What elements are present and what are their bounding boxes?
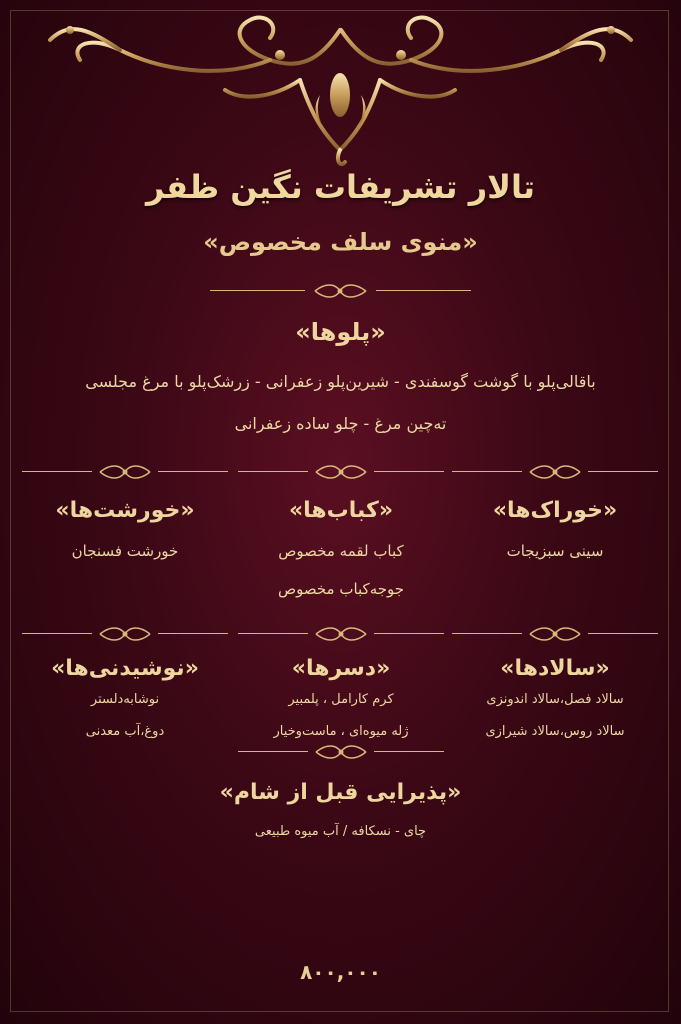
flourish-icon xyxy=(311,742,371,762)
divider xyxy=(22,462,228,482)
drinks-item: نوشابه‌دلستر xyxy=(90,692,160,707)
menu-subtitle: «منوی سلف مخصوص» xyxy=(203,228,478,256)
flourish-icon xyxy=(525,462,585,482)
appetizers-title: «خوراک‌ها» xyxy=(492,498,618,523)
flourish-icon xyxy=(311,624,371,644)
salads-item: سالاد فصل،سالاد اندونزی xyxy=(486,692,624,707)
appetizers-item: سینی سبزیجات xyxy=(506,542,604,560)
flourish-icon xyxy=(311,462,371,482)
reception-text: چای - نسکافه / آب میوه طبیعی xyxy=(254,824,427,839)
kebabs-item: کباب لقمه مخصوص xyxy=(278,542,404,560)
reception-title: «پذیرایی قبل از شام» xyxy=(219,780,462,805)
divider xyxy=(238,462,444,482)
desserts-item: ژله میوه‌ای ، ماست‌وخیار xyxy=(273,724,409,739)
drinks-title: «نوشیدنی‌ها» xyxy=(51,656,199,681)
kebabs-title: «کباب‌ها» xyxy=(288,498,394,523)
drinks-item: دوغ،آب معدنی xyxy=(85,724,165,739)
rice-line-1: باقالی‌پلو با گوشت گوسفندی - شیرین‌پلو زعفرانی - زرشک‌پلو با مرغ مجلسی xyxy=(85,372,596,391)
divider xyxy=(238,624,444,644)
divider xyxy=(452,624,658,644)
salads-item: سالاد روس،سالاد شیرازی xyxy=(485,724,625,739)
divider xyxy=(210,281,471,301)
price: ۸۰۰,۰۰۰ xyxy=(300,960,381,984)
divider xyxy=(238,742,444,762)
hall-title: تالار تشریفات نگین ظفر xyxy=(146,168,535,206)
rice-line-2: ته‌چین مرغ - چلو ساده زعفرانی xyxy=(234,414,447,433)
flourish-icon xyxy=(95,624,155,644)
rice-title: «پلوها» xyxy=(295,318,386,346)
salads-title: «سالادها» xyxy=(500,656,610,681)
flourish-icon xyxy=(310,281,371,301)
kebabs-item: جوجه‌کباب مخصوص xyxy=(277,580,405,598)
top-ornament-icon xyxy=(0,0,681,185)
flourish-icon xyxy=(525,624,585,644)
stews-title: «خورشت‌ها» xyxy=(55,498,195,523)
flourish-icon xyxy=(95,462,155,482)
desserts-title: «دسرها» xyxy=(291,656,391,681)
divider xyxy=(452,462,658,482)
divider xyxy=(22,624,228,644)
stews-item: خورشت فسنجان xyxy=(71,542,179,560)
desserts-item: کرم کارامل ، پلمبیر xyxy=(288,692,394,707)
